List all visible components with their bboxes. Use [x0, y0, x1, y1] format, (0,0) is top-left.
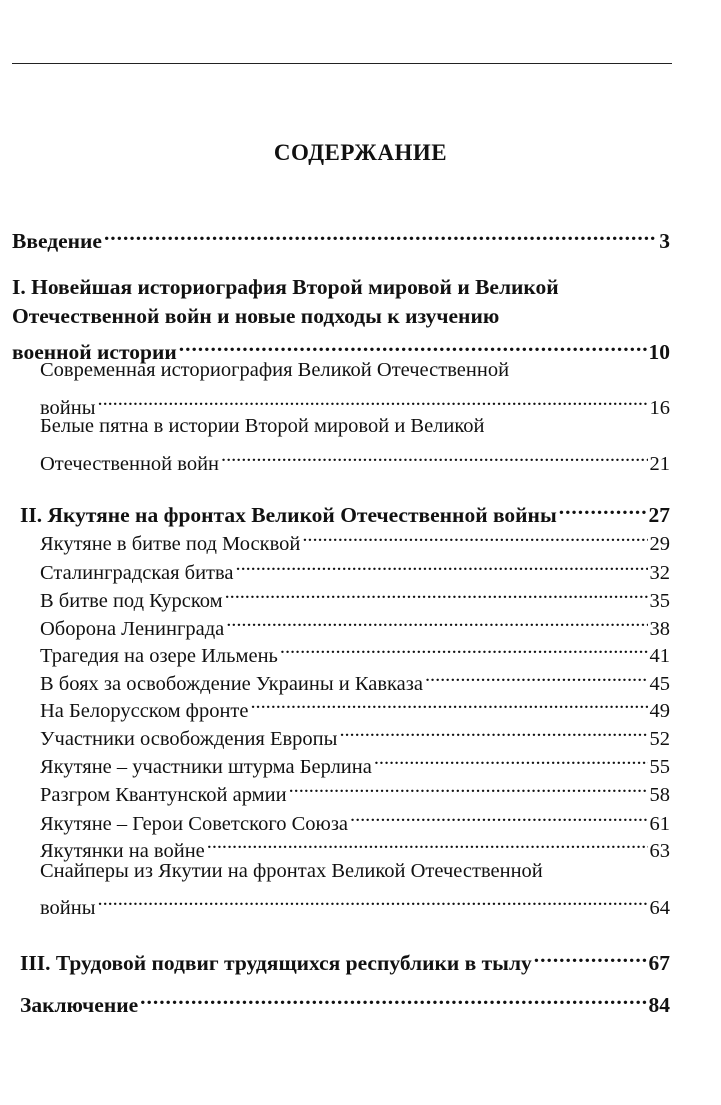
toc-page-number: 67 — [648, 951, 670, 975]
toc-entry-conclusion[interactable] — [20, 982, 670, 1020]
toc-entry-label: III. Трудовой подвиг трудящихся республики в тылу — [20, 951, 532, 975]
toc-page-number: 38 — [649, 618, 670, 640]
dot-leader — [236, 549, 648, 579]
dot-leader — [534, 940, 647, 970]
toc-page-number: 41 — [649, 645, 670, 667]
toc-page-number: 32 — [649, 562, 670, 584]
toc-entry-label: войны — [40, 397, 96, 419]
dot-leader — [226, 605, 647, 635]
toc-entry-subsection[interactable] — [40, 884, 670, 923]
toc-entry-label: Участники освобождения Европы — [40, 728, 338, 750]
toc-page-number: 21 — [649, 453, 670, 475]
toc-entry-label: Якутянки на войне — [40, 840, 205, 862]
toc-entry-chapter3[interactable] — [20, 940, 670, 978]
dot-leader — [104, 218, 657, 248]
toc-entry-subsection[interactable] — [40, 440, 670, 479]
toc-page-number: 61 — [649, 813, 670, 835]
toc-entry-label: В битве под Курском — [40, 590, 223, 612]
toc-entry-label: Заключение — [20, 993, 139, 1017]
toc-page-number: 29 — [649, 533, 670, 555]
toc-entry-label: Сталинградская битва — [40, 562, 234, 584]
toc-page-number: 35 — [649, 590, 670, 612]
page-title: СОДЕРЖАНИЕ — [273, 140, 448, 165]
toc-entry-label: Отечественной войн — [40, 453, 220, 475]
toc-entry-label: На Белорусском фронте — [40, 700, 249, 722]
dot-leader — [251, 687, 648, 717]
toc-entry-label: Якутяне – Герои Советского Союза — [40, 813, 349, 835]
toc-page-number: 63 — [649, 840, 670, 862]
toc-page-number: 16 — [649, 397, 670, 419]
toc-page-number: 3 — [659, 229, 670, 253]
toc-page-number: 52 — [649, 728, 670, 750]
dot-leader — [289, 771, 648, 801]
toc-page-number: 27 — [648, 503, 670, 527]
toc-entry-label: Якутяне в битве под Москвой — [40, 533, 301, 555]
toc-entry-label: II. Якутяне на фронтах Великой Отечественной войны — [20, 503, 557, 527]
subsection-line1[interactable]: Белые пятна в истории Второй мировой и Великой — [40, 415, 485, 437]
toc-entry-label: Трагедия на озере Ильмень — [40, 645, 278, 667]
dot-leader — [207, 827, 648, 857]
toc-entry-label: Введение — [12, 229, 102, 253]
toc-page-number: 45 — [649, 673, 670, 695]
dot-leader — [425, 660, 648, 690]
toc-entry-label: В боях за освобождение Украины и Кавказа — [40, 673, 423, 695]
toc-entry-label: Оборона Ленинграда — [40, 618, 225, 640]
toc-page-number: 55 — [649, 756, 670, 778]
toc-entry-label: войны — [40, 897, 96, 919]
toc-page-number: 49 — [649, 700, 670, 722]
toc-entry-label: Якутяне – участники штурма Берлина — [40, 756, 372, 778]
dot-leader — [302, 520, 647, 550]
toc-entry-label: военной истории — [12, 340, 177, 364]
dot-leader — [225, 577, 648, 607]
toc-page-number: 64 — [649, 897, 670, 919]
chapter1-title-line1[interactable]: I. Новейшая историография Второй мировой и Великой — [12, 275, 559, 299]
toc-entry-label: Разгром Квантунской армии — [40, 784, 287, 806]
toc-page-number: 10 — [648, 340, 670, 364]
dot-leader — [140, 982, 646, 1012]
subsection-line1[interactable]: Современная историография Великой Отечественной — [40, 359, 510, 381]
toc-page-number: 84 — [648, 993, 670, 1017]
subsection-line1[interactable]: Снайперы из Якутии на фронтах Великой Отечественной — [40, 860, 543, 882]
dot-leader — [221, 440, 647, 470]
toc-page-number: 58 — [649, 784, 670, 806]
dot-leader — [350, 800, 647, 830]
dot-leader — [374, 743, 648, 773]
dot-leader — [98, 884, 648, 914]
dot-leader — [98, 384, 648, 414]
dot-leader — [559, 492, 647, 522]
toc-entry-intro[interactable] — [12, 218, 670, 256]
dot-leader — [280, 632, 648, 662]
dot-leader — [339, 715, 647, 745]
chapter1-title-line2[interactable]: Отечественной войн и новые подходы к изучению — [12, 304, 500, 328]
